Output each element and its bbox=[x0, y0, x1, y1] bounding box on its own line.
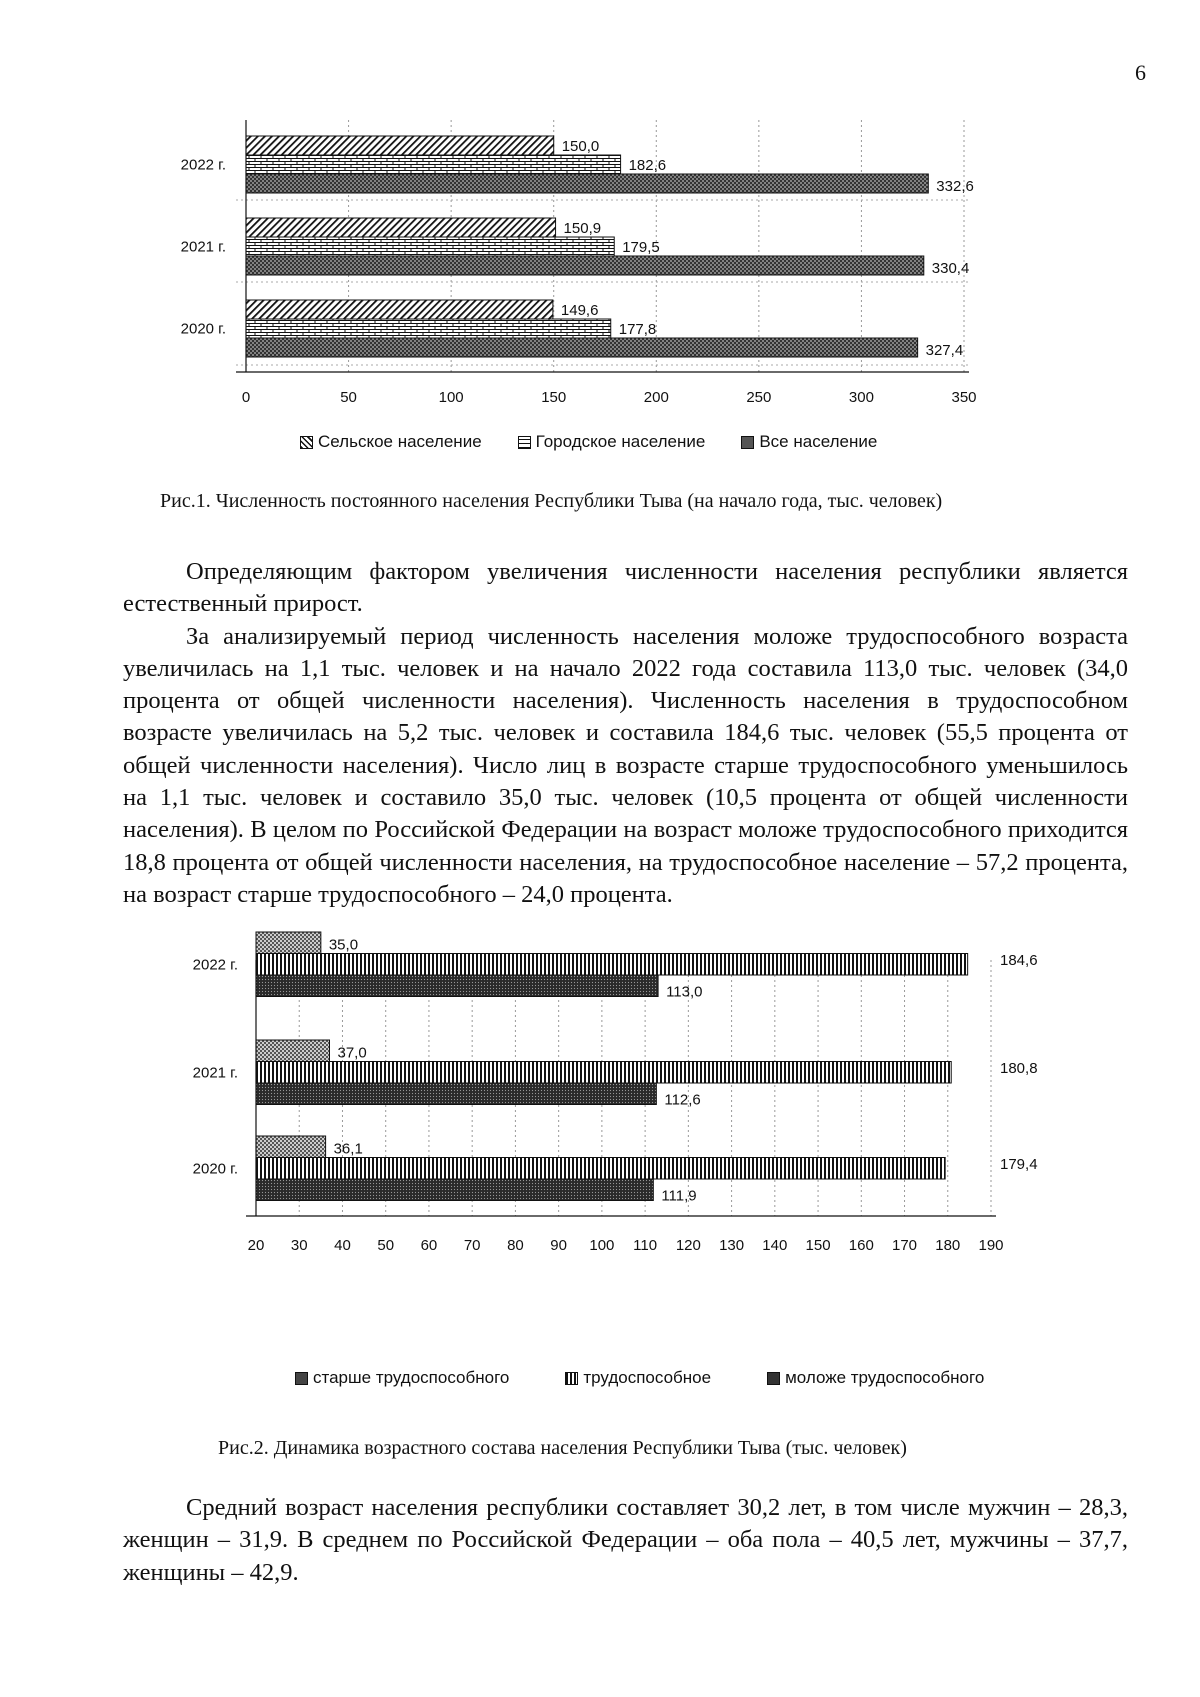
paragraph: За анализируемый период численность населения моложе трудоспособного возраста увеличилась на 1,1 тыс. человек и на начало 2022 года составила 113,0 тыс. человек (34,0 процента от общей численности населения). Численность населения в трудоспособном возрасте увеличилась на 5,2 тыс. человек и составила 184,6 тыс. человек (55,5 процента от общей численности населения). Число лиц в возрасте старше трудоспособного уменьшилось на 1,1 тыс. человек и составило 35,0 тыс. человек (10,5 процента от общей численности населения). В целом по Российской Федерации на возраст моложе трудоспособного приходится 18,8 процента от общей численности населения, на трудоспособное население – 57,2 процента, на возраст старше трудоспособного – 24,0 процента. bbox=[123, 622, 1128, 908]
data-label: 150,9 bbox=[563, 220, 602, 237]
x-tick-label: 350 bbox=[951, 389, 977, 406]
bar-older bbox=[256, 932, 321, 954]
x-tick-label: 30 bbox=[290, 1237, 308, 1254]
paragraph: Определяющим фактором увеличения численности населения республики является естественный прирост. bbox=[123, 558, 1128, 618]
bar-younger bbox=[256, 975, 658, 997]
data-label: 327,4 bbox=[925, 342, 964, 359]
x-tick-label: 90 bbox=[550, 1237, 567, 1254]
bar-working bbox=[256, 1158, 945, 1180]
bar-older bbox=[256, 1136, 326, 1158]
figure-caption-1: Рис.1. Численность постоянного населения Республики Тыва (на начало года, тыс. человек) bbox=[160, 490, 943, 512]
x-tick-label: 50 bbox=[377, 1237, 395, 1254]
legend-item-rural bbox=[300, 432, 482, 452]
chart1-legend bbox=[300, 432, 877, 452]
x-tick-label: 150 bbox=[805, 1237, 831, 1254]
bar-all bbox=[246, 338, 918, 357]
legend-label: трудоспособное bbox=[583, 1368, 712, 1387]
bar-all bbox=[246, 256, 924, 275]
data-label: 113,0 bbox=[666, 983, 703, 1001]
legend-label: старше трудоспособного bbox=[313, 1368, 510, 1387]
data-label: 112,6 bbox=[664, 1091, 701, 1109]
legend-label: Городское население bbox=[535, 432, 706, 451]
x-tick-label: 80 bbox=[507, 1237, 524, 1254]
data-label: 179,4 bbox=[1000, 1156, 1038, 1173]
bar-rural bbox=[246, 136, 554, 155]
bar-urban bbox=[246, 319, 611, 338]
x-tick-label: 0 bbox=[241, 389, 251, 406]
data-label: 330,4 bbox=[931, 260, 970, 277]
category-label: 2021 г. bbox=[180, 238, 226, 256]
legend-swatch-rural bbox=[300, 436, 313, 449]
x-tick-label: 40 bbox=[334, 1237, 351, 1254]
x-tick-label: 160 bbox=[848, 1237, 874, 1254]
data-label: 182,6 bbox=[628, 157, 667, 174]
x-tick-label: 70 bbox=[463, 1237, 481, 1254]
figure-caption-2: Рис.2. Динамика возрастного состава населения Республики Тыва (тыс. человек) bbox=[218, 1437, 907, 1459]
bar-younger bbox=[256, 1179, 653, 1201]
bar-younger bbox=[256, 1083, 656, 1105]
legend-swatch-working bbox=[565, 1372, 578, 1385]
x-tick-label: 110 bbox=[633, 1237, 658, 1254]
legend-item-all bbox=[741, 432, 877, 452]
category-label: 2020 г. bbox=[180, 320, 226, 338]
x-tick-label: 150 bbox=[541, 389, 567, 406]
x-tick-label: 140 bbox=[762, 1237, 788, 1254]
data-label: 37,0 bbox=[337, 1044, 367, 1062]
bar-working bbox=[256, 954, 968, 976]
chart2-legend bbox=[295, 1368, 984, 1388]
legend-item-working bbox=[565, 1368, 711, 1388]
data-label: 184,6 bbox=[1000, 952, 1038, 969]
bar-urban bbox=[246, 237, 614, 256]
bar-rural bbox=[246, 300, 553, 319]
legend-label: Сельское население bbox=[318, 432, 482, 451]
data-label: 177,8 bbox=[618, 321, 657, 338]
x-tick-label: 20 bbox=[247, 1237, 265, 1254]
legend-item-urban bbox=[518, 432, 706, 452]
data-label: 111,9 bbox=[661, 1187, 697, 1205]
legend-swatch-all bbox=[741, 436, 754, 449]
age-structure-bar-chart bbox=[0, 936, 1200, 1360]
page-number: 6 bbox=[1135, 60, 1146, 85]
x-tick-label: 100 bbox=[438, 389, 464, 406]
x-tick-label: 130 bbox=[719, 1237, 745, 1254]
paragraph: Средний возраст населения республики составляет 30,2 лет, в том числе мужчин – 28,3, женщин – 31,9. В среднем по Российской Федерации – оба пола – 40,5 лет, мужчины – 37,7, женщины – 42,9. bbox=[123, 1494, 1128, 1586]
bar-urban bbox=[246, 155, 621, 174]
legend-item-younger bbox=[767, 1368, 984, 1388]
data-label: 35,0 bbox=[328, 936, 359, 954]
bar-working bbox=[256, 1062, 951, 1084]
category-label: 2022 г. bbox=[192, 956, 238, 974]
legend-label: Все население bbox=[759, 432, 878, 451]
legend-label: моложе трудоспособного bbox=[785, 1368, 985, 1387]
bar-all bbox=[246, 174, 928, 193]
legend-swatch-younger bbox=[767, 1372, 780, 1385]
data-label: 36,1 bbox=[333, 1140, 363, 1158]
x-tick-label: 200 bbox=[643, 389, 669, 406]
bar-older bbox=[256, 1040, 330, 1062]
data-label: 180,8 bbox=[1000, 1060, 1038, 1077]
category-label: 2022 г. bbox=[180, 156, 226, 174]
data-label: 149,6 bbox=[560, 302, 599, 319]
x-tick-label: 180 bbox=[935, 1237, 961, 1254]
category-label: 2020 г. bbox=[192, 1160, 238, 1178]
x-tick-label: 250 bbox=[746, 389, 772, 406]
x-tick-label: 120 bbox=[675, 1237, 701, 1254]
x-tick-label: 100 bbox=[589, 1237, 615, 1254]
data-label: 179,5 bbox=[622, 239, 660, 256]
legend-swatch-older bbox=[295, 1372, 308, 1385]
x-tick-label: 60 bbox=[420, 1237, 438, 1254]
x-tick-label: 170 bbox=[892, 1237, 918, 1254]
body-text-2 bbox=[123, 1492, 1128, 1589]
x-tick-label: 50 bbox=[340, 389, 357, 406]
population-bar-chart bbox=[0, 110, 1200, 430]
data-label: 150,0 bbox=[561, 138, 600, 155]
legend-swatch-urban bbox=[518, 436, 531, 449]
x-tick-label: 190 bbox=[978, 1237, 1004, 1254]
legend-item-older bbox=[295, 1368, 509, 1388]
x-tick-label: 300 bbox=[848, 389, 874, 406]
data-label: 332,6 bbox=[936, 178, 974, 195]
body-text-1 bbox=[123, 556, 1128, 911]
category-label: 2021 г. bbox=[192, 1064, 238, 1082]
bar-rural bbox=[246, 218, 556, 237]
